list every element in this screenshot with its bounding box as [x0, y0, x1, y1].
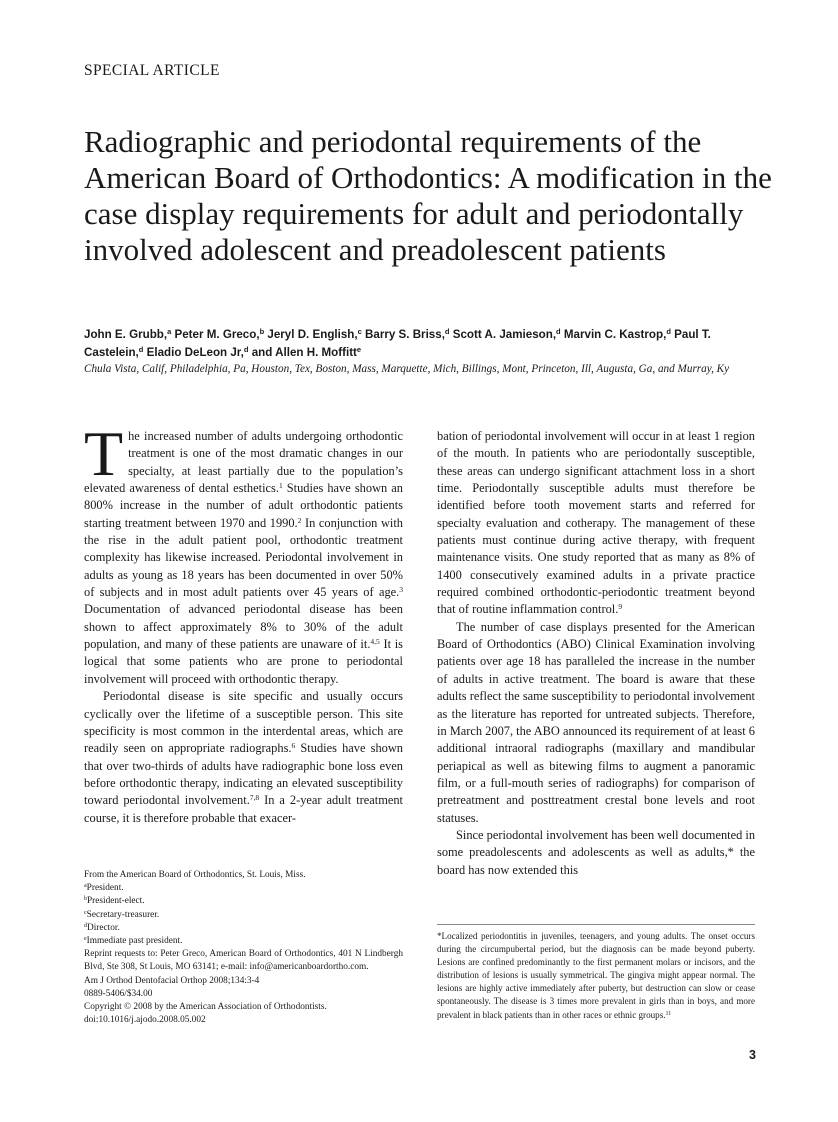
author-affiliation-mark: a [167, 327, 172, 336]
reference-superscript: 6 [291, 741, 296, 751]
reference-superscript: 1 [278, 481, 283, 491]
author-name: John E. Grubb,$^a$ [84, 327, 172, 341]
role-mark: e [84, 936, 87, 943]
author-role-note: $^c$Secretary-treasurer. [84, 909, 160, 920]
body-paragraph: The number of case displays presented for the American Board of Orthodontics (ABO) Clinical Examination involving patients over age 18 has paralleled the increase in the number of adults in active treatment. The board is aware that these adults reflect the same susceptibility to periodontal involvement as the literature has reported for untreated subjects. Therefore, in March 2007, the ABO announced its requirement of at least 6 additional intraoral radiographs (maxillary and mandibular periapical as well as bitewing films to augment a panoramic film, or a full-mouth series of radiographs) for comparison of pretreatment and posttreatment crestal bone levels and root statuses. [437, 619, 755, 825]
author-affiliation-mark: c [357, 327, 362, 336]
author-name: Barry S. Briss,$^d$ [365, 327, 450, 341]
author-affiliations: Chula Vista, Calif, Philadelphia, Pa, Houston, Tex, Boston, Mass, Marquette, Mich, Billings, Mont, Princeton, Ill, Augusta, Ga, and Murray, Ky [84, 363, 730, 375]
role-mark: d [84, 922, 87, 929]
issn-price: 0889-5406/$34.00 [84, 988, 153, 999]
author-name: Jeryl D. English,$^c$ [267, 327, 362, 341]
article-title: Radiographic and periodontal requirements of the American Board of Orthodontics: A modification in the case display requirements for adult and periodontally involved adolescent and preadolescent patients [84, 124, 772, 267]
author-role-note: $^e$Immediate past president. [84, 936, 183, 947]
page-number: 3 [749, 1048, 756, 1062]
article-footnotes [84, 869, 403, 1027]
author-affiliation-mark: d [444, 327, 450, 336]
footnote-divider [437, 924, 755, 925]
author-affiliation-mark: d [138, 345, 144, 354]
reference-superscript: 11 [665, 1010, 672, 1017]
body-paragraph: bation of periodontal involvement will occur in at least 1 region of the mouth. In patients who are periodontally susceptible, these areas can undergo significant attachment loss in a short time. Periodontally susceptible adults must therefore be identified before tooth movement starts and referred for specialty evaluation and cotherapy. The management of these patients must continue during active therapy, with frequent maintenance visits. One study reported that as many as 8% of 1400 consecutively examined adults in a private practice required combined orthodontic-periodontic treatment beyond that of routine inflammation control.$^9$ [437, 429, 755, 617]
reprint-request: Reprint requests to: Peter Greco, American Board of Orthodontics, 401 N Lindbergh Blvd, Ste 308, St Louis, MO 63141; e-mail: info@americanboardortho.com. [84, 949, 403, 973]
author-name: Peter M. Greco,$^b$ [174, 327, 265, 341]
author-role-note: $^a$President. [84, 883, 124, 894]
author-affiliation-mark: d [556, 327, 561, 336]
author-name: Scott A. Jamieson,$^d$ [452, 327, 561, 341]
institution-note: From the American Board of Orthodontics, St. Louis, Miss. [84, 870, 306, 880]
reference-superscript: 4,5 [370, 637, 380, 647]
paragraph-text: he increased number of adults undergoing orthodontic treatment is one of the most dramatic changes in our specialty, at least partially due to the population’s elevated awareness of dental esthetics.$^1$ Studies have shown an 800% increase in the number of adult orthodontic patients starting treatment between 1970 and 1990.$^2$ In conjunction with the rise in the adult patient pool, orthodontic treatment complexity has likewise increased. Periodontal involvement in adults as young as 18 years has been documented in over 50% of subjects and in most adult patients over 45 years of age.$^3$ Documentation of advanced periodontal disease has been shown to affect approximately 8% to 30% of the adult population, and many of these patients are unaware of it.$^{4,5}$ It is logical that some patients who are prone to periodontal involvement will proceed with orthodontic therapy. [84, 429, 404, 686]
author-name: Paul T. Castelein,$^d$ [84, 328, 711, 359]
author-affiliation-mark: e [356, 345, 362, 354]
body-column-right [437, 428, 755, 879]
author-name: Marvin C. Kastrop,$^d$ [563, 327, 671, 341]
author-affiliation-mark: b [259, 327, 265, 336]
author-role-notes [84, 882, 403, 948]
reference-superscript: 9 [618, 602, 623, 612]
author-role-note: $^d$Director. [84, 922, 120, 933]
author-role-note: $^b$President-elect. [84, 896, 145, 907]
body-paragraph: Since periodontal involvement has been well documented in some preadolescents and adolescents as well as adults,* the board has now extended this [437, 827, 756, 877]
author-name: Eladio DeLeon Jr,$^d$ [146, 345, 249, 359]
journal-citation: Am J Orthod Dentofacial Orthop 2008;134:3-4 [84, 975, 260, 986]
body-paragraph [84, 418, 404, 688]
body-column-left [84, 418, 404, 827]
doi: doi:10.1016/j.ajodo.2008.05.002 [84, 1015, 206, 1026]
author-list [84, 326, 764, 362]
author-affiliation-mark: d [243, 345, 249, 354]
reference-superscript: 3 [399, 585, 403, 595]
role-mark: c [84, 909, 87, 916]
role-mark: b [84, 896, 87, 903]
drop-cap: T [84, 418, 124, 489]
author-name: and Allen H. Moffitt$^e$ [251, 345, 362, 359]
role-mark: a [84, 883, 87, 890]
copyright-notice: Copyright © 2008 by the American Association of Orthodontists. [84, 1002, 327, 1013]
section-label: SPECIAL ARTICLE [84, 62, 220, 79]
localized-periodontitis-footnote: *Localized periodontitis in juveniles, teenagers, and young adults. The onset occurs during the circumpubertal period, but the diagnosis can be made beyond puberty. Lesions are confined predominantly to the first permanent molars or incisors, and the distribution of lesions is usually symmetrical. The gingiva might appear normal. The lesions are highly active immediately after puberty, but destruction can slow or cease spontaneously. The disease is 3 times more prevalent in girls than in boys, and more prevalent in black patients than in other races or ethnic groups.$^{11}$ [437, 931, 755, 1020]
author-affiliation-mark: d [666, 327, 671, 336]
reference-superscript: 7,8 [249, 793, 260, 803]
reference-superscript: 2 [297, 515, 302, 525]
body-paragraph: Periodontal disease is site specific and usually occurs cyclically over the lifetime of a susceptible person. This site specificity is most common in the interdental areas, which are readily seen on appropriate radiographs.$^6$ Studies have shown that over two-thirds of adults have radiographic bone loss even before orthodontic therapy, indicating an elevated susceptibility toward periodontal involvement.$^{7,8}$ In a 2-year adult treatment course, it is therefore probable that exacer- [84, 689, 403, 825]
